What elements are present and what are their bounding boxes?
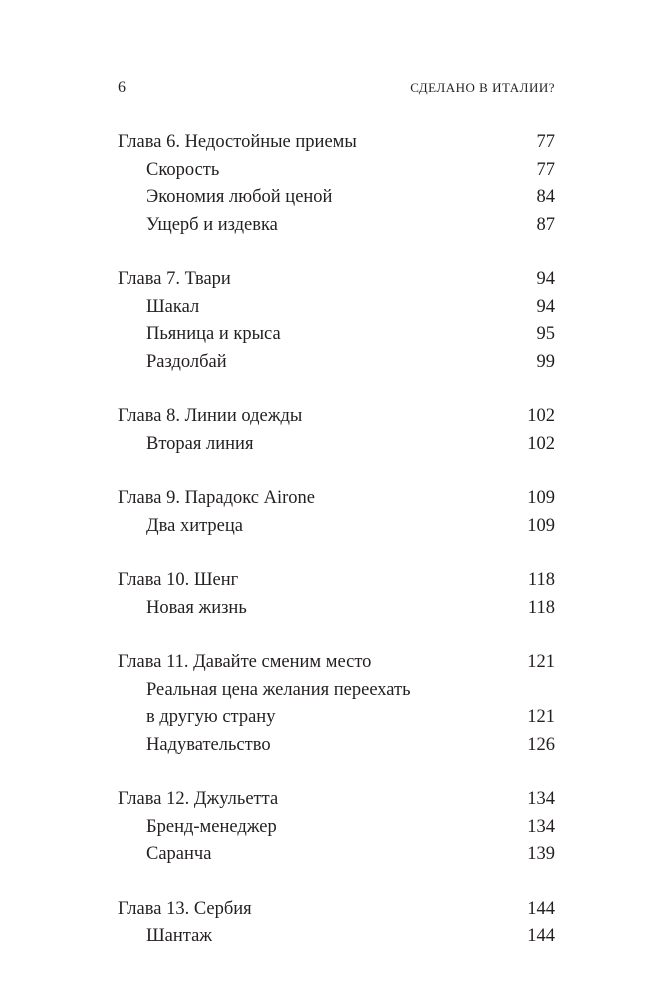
- running-title: СДЕЛАНО В ИТАЛИИ?: [410, 80, 555, 95]
- toc-chapter: [118, 896, 555, 951]
- page-ref: 121: [527, 707, 555, 727]
- toc-chapter-row: [118, 403, 555, 431]
- page-ref: 118: [527, 570, 555, 590]
- page-ref: 118: [527, 597, 555, 618]
- toc-section-row: [118, 595, 555, 623]
- page-ref: 77: [536, 132, 555, 152]
- page-header: [118, 77, 555, 99]
- page-ref: 95: [536, 324, 555, 344]
- section-title: Скорость: [146, 159, 220, 180]
- toc-section-row: [118, 184, 555, 212]
- chapter-title: Глава 8. Линии одежды: [118, 406, 303, 426]
- toc-section-row: [118, 431, 555, 459]
- chapter-title: Глава 11. Давайте сменим место: [118, 652, 372, 672]
- section-title: Два хитреца: [146, 515, 243, 536]
- page-ref: 102: [527, 433, 555, 454]
- toc-section-row: [118, 704, 555, 732]
- toc-section-row: [118, 157, 555, 185]
- toc-section-row: [118, 732, 555, 760]
- page-ref: 109: [527, 515, 555, 536]
- section-title: Надувательство: [146, 734, 271, 755]
- section-title: Экономия любой ценой: [146, 187, 333, 207]
- page-ref: 87: [536, 214, 555, 235]
- chapter-title: Глава 6. Недостойные приемы: [118, 132, 357, 152]
- section-title: Раздолбай: [146, 351, 227, 372]
- toc-chapter: [118, 403, 555, 458]
- chapter-title: Глава 9. Парадокс Airone: [118, 488, 316, 508]
- toc-chapter-row: [118, 567, 555, 595]
- page-ref: 144: [527, 898, 555, 919]
- toc-section-row: [118, 294, 555, 322]
- toc-chapter-row: [118, 896, 555, 924]
- toc-chapter: [118, 485, 555, 540]
- toc-chapter-row: [118, 649, 555, 677]
- section-title: Вторая линия: [146, 433, 254, 454]
- page-ref: 134: [527, 816, 555, 837]
- page-ref: 102: [527, 406, 555, 426]
- toc-section-row: [118, 349, 555, 377]
- section-title: Новая жизнь: [146, 597, 247, 618]
- section-title: Саранча: [146, 844, 212, 864]
- chapter-title: Глава 7. Твари: [118, 269, 231, 289]
- page-ref: 126: [527, 734, 555, 755]
- page-ref: 99: [536, 351, 555, 372]
- page-ref: 94: [536, 296, 555, 317]
- toc-section-row: [118, 321, 555, 349]
- page-ref: 121: [527, 652, 555, 672]
- toc-chapter-row: [118, 786, 555, 814]
- section-title: Шакал: [146, 296, 200, 317]
- toc-section-row: [118, 212, 555, 240]
- toc-section-row: [118, 814, 555, 842]
- table-of-contents: [118, 129, 555, 978]
- toc-chapter-row: [118, 129, 555, 157]
- toc-chapter-row: [118, 485, 555, 513]
- page-ref: 134: [527, 789, 555, 809]
- section-title: Шантаж: [146, 926, 213, 946]
- toc-chapter: [118, 129, 555, 239]
- page-ref: 94: [536, 269, 555, 289]
- toc-section-row: [118, 841, 555, 869]
- section-title: Пьяница и крыса: [146, 324, 281, 344]
- toc-section-row: [118, 923, 555, 951]
- section-title: Реальная цена желания переехать: [146, 679, 411, 700]
- chapter-title: Глава 12. Джульетта: [118, 789, 279, 809]
- page-ref: 84: [536, 187, 555, 207]
- page-ref: 139: [527, 844, 555, 864]
- toc-chapter-row: [118, 266, 555, 294]
- page-ref: 77: [536, 159, 555, 180]
- toc-chapter: [118, 649, 555, 759]
- toc-section-row: [118, 513, 555, 541]
- section-title: в другую страну: [146, 707, 276, 727]
- chapter-title: Глава 13. Сербия: [118, 898, 252, 919]
- toc-chapter: [118, 266, 555, 376]
- section-title: Ущерб и издевка: [146, 214, 278, 235]
- toc-chapter: [118, 567, 555, 622]
- chapter-title: Глава 10. Шенг: [118, 570, 239, 590]
- page-number: 6: [118, 79, 126, 96]
- page-ref: 144: [527, 926, 555, 946]
- section-title: Бренд-менеджер: [146, 816, 277, 837]
- toc-section-row: [118, 677, 555, 705]
- toc-chapter: [118, 786, 555, 869]
- page-ref: 109: [527, 488, 555, 508]
